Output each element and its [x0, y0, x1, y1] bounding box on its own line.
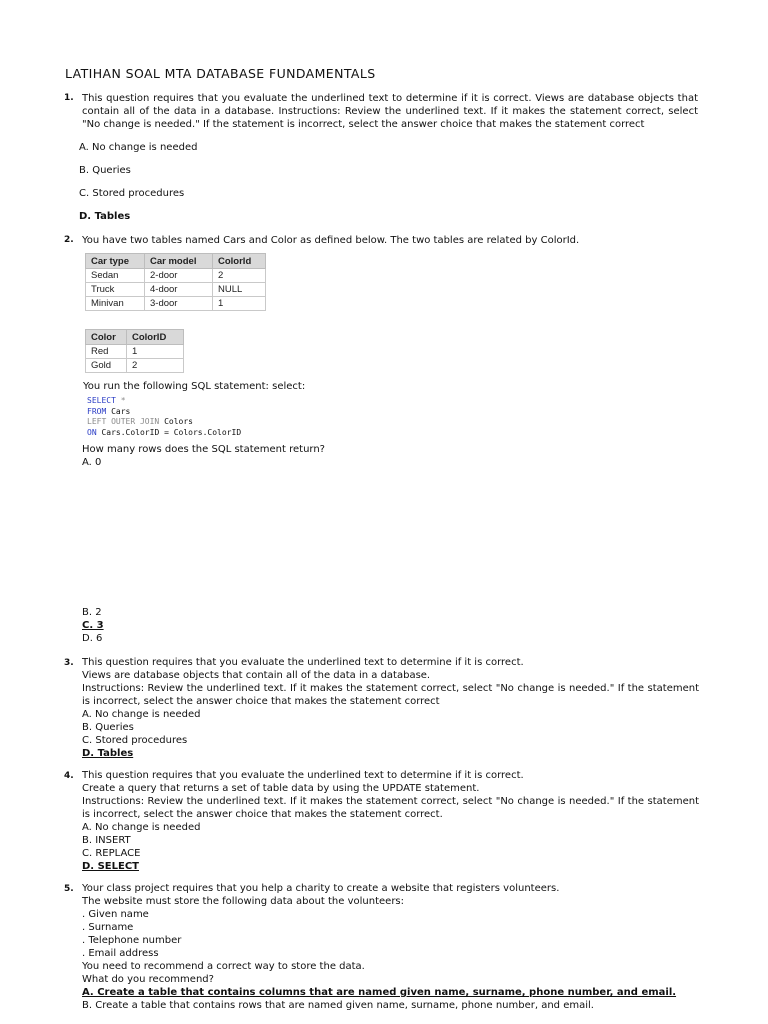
list-item: . Telephone number	[82, 935, 182, 946]
table-header-row	[86, 254, 266, 269]
answer-option: A. 0	[82, 457, 102, 468]
question-number: 1.	[64, 93, 74, 103]
code-text: Cars.ColorID = Colors.ColorID	[96, 427, 242, 437]
instruction-text: Instructions: Review the underlined text. If it makes the statement correct, select "No change is needed." If the statement is incorrect, select the answer choice that makes the statement correct.	[82, 796, 699, 820]
table-cell: Sedan	[86, 269, 145, 283]
answer-option: D. 6	[82, 633, 103, 644]
question-text: You have two tables named Cars and Color as defined below. The two tables are related by ColorId.	[82, 235, 580, 246]
page-title: LATIHAN SOAL MTA DATABASE FUNDAMENTALS	[65, 66, 376, 81]
sql-keyword: SELECT	[87, 396, 116, 405]
answer-option: B. Create a table that contains rows that are named given name, surname, phone number, and email.	[82, 1000, 594, 1011]
answer-option: B. INSERT	[82, 835, 131, 846]
table-cell: Gold	[86, 359, 127, 373]
table-row	[86, 283, 266, 297]
table-header: Color	[86, 330, 127, 345]
table-row	[86, 345, 184, 359]
question-block	[82, 882, 676, 1012]
cars-table	[85, 253, 266, 311]
sql-keyword: ON	[87, 427, 97, 437]
question-block	[82, 769, 699, 873]
answer-option-correct: A. Create a table that contains columns that are named given name, surname, phone number, and email.	[82, 987, 677, 998]
question-text: You need to recommend a correct way to store the data.	[82, 961, 365, 972]
answer-option: C. Stored procedures	[82, 735, 188, 746]
question-text: This question requires that you evaluate the underlined text to determine if it is correct.	[82, 657, 524, 668]
table-cell: 2-door	[145, 269, 213, 283]
code-text: Cars	[106, 406, 131, 416]
answer-option: C. REPLACE	[82, 848, 141, 859]
code-text: *	[115, 396, 126, 405]
answer-option-correct: D. Tables	[82, 748, 134, 759]
table-cell: Truck	[86, 283, 145, 297]
question-text: What do you recommend?	[82, 974, 214, 985]
sql-keyword: FROM	[87, 406, 107, 416]
list-item: . Email address	[82, 948, 159, 959]
code-line	[87, 396, 241, 407]
table-row	[86, 269, 266, 283]
table-row	[86, 359, 184, 373]
table-cell: 1	[127, 345, 184, 359]
list-item: . Surname	[82, 922, 134, 933]
answer-option: C. Stored procedures	[79, 188, 185, 199]
question-number: 5.	[64, 884, 74, 894]
instruction-text: You run the following SQL statement: select:	[83, 381, 306, 392]
table-header: ColorID	[127, 330, 184, 345]
table-cell: NULL	[213, 283, 266, 297]
code-line	[87, 428, 241, 439]
instruction-text: Instructions: Review the underlined text. If it makes the statement correct, select "No change is needed." If the statement is incorrect, select the answer choice that makes the statement correct	[82, 683, 699, 707]
answer-option-correct: D. SELECT	[82, 861, 139, 872]
question-prompt-block	[82, 443, 325, 469]
table-header: Car type	[86, 254, 145, 269]
sql-keyword: LEFT OUTER JOIN	[87, 417, 160, 426]
question-text: Views are database objects that contain all of the data in a database.	[82, 670, 431, 681]
question-text: This question requires that you evaluate the underlined text to determine if it is correct. Views are database objects that contain all of the data in a database. Instructions: Review the underlined text. If it makes the statement correct, select "No change is needed." If the statement is incorrect, select the answer choice that makes the statement correct	[82, 93, 698, 130]
table-cell: 4-door	[145, 283, 213, 297]
color-table	[85, 329, 184, 373]
answer-option-correct: D. Tables	[79, 211, 131, 222]
question-number: 4.	[64, 771, 74, 781]
table-cell: 1	[213, 297, 266, 311]
table-cell: 2	[213, 269, 266, 283]
table-cell: 2	[127, 359, 184, 373]
question-text: Create a query that returns a set of table data by using the UPDATE statement.	[82, 783, 480, 794]
code-line	[87, 417, 241, 428]
table-header-row	[86, 330, 184, 345]
answer-options-block	[82, 606, 104, 645]
code-text: Colors	[159, 417, 193, 426]
table-cell: Red	[86, 345, 127, 359]
table-cell: Minivan	[86, 297, 145, 311]
answer-option: B. Queries	[79, 165, 131, 176]
answer-option: B. Queries	[82, 722, 134, 733]
answer-option-correct: C. 3	[82, 620, 104, 631]
list-item: . Given name	[82, 909, 149, 920]
answer-option: A. No change is needed	[82, 822, 201, 833]
answer-option: B. 2	[82, 607, 102, 618]
question-text: Your class project requires that you help a charity to create a website that registers volunteers.	[82, 883, 560, 894]
code-line	[87, 407, 241, 418]
table-header: ColorId	[213, 254, 266, 269]
question-text: This question requires that you evaluate the underlined text to determine if it is correct.	[82, 770, 524, 781]
question-prompt: How many rows does the SQL statement return?	[82, 444, 325, 455]
question-number: 2.	[64, 235, 74, 245]
table-cell: 3-door	[145, 297, 213, 311]
question-text: The website must store the following data about the volunteers:	[82, 896, 405, 907]
answer-option: A. No change is needed	[82, 709, 201, 720]
question-number: 3.	[64, 658, 74, 668]
answer-option: A. No change is needed	[79, 142, 198, 153]
question-block	[82, 656, 699, 760]
table-row	[86, 297, 266, 311]
sql-code-block	[87, 396, 241, 438]
table-header: Car model	[145, 254, 213, 269]
